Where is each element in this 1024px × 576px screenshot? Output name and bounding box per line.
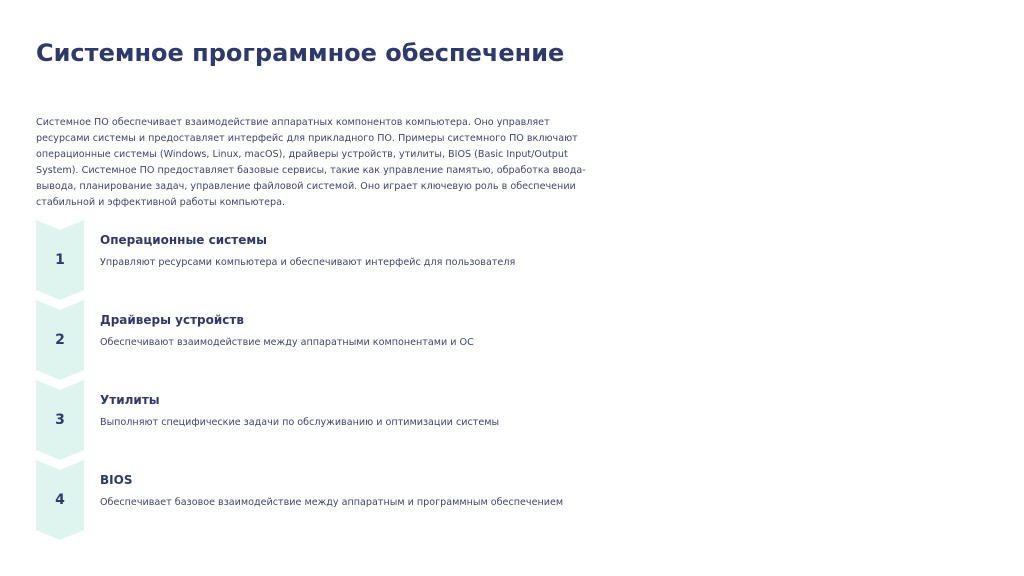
step-number: 4 xyxy=(55,492,65,508)
step-item xyxy=(36,300,736,380)
step-description: Обеспечивают взаимодействие между аппаратными компонентами и ОС xyxy=(100,337,474,348)
step-number: 1 xyxy=(55,252,65,268)
intro-paragraph: Системное ПО обеспечивает взаимодействие аппаратных компонентов компьютера. Оно управляет ресурсами системы и предоставляет интерфейс для прикладного ПО. Примеры системного ПО включают операционные системы (Windows, Linux, macOS), драйверы устройств, утилиты, BIOS (Basic Input/Output System). Системное ПО предоставляет базовые сервисы, такие как управление памятью, обработка ввода-вывода, планирование задач, управление файловой системой. Оно играет ключевую роль в обеспечении стабильной и эффективной работы компьютера. xyxy=(36,117,586,208)
step-description: Обеспечивает базовое взаимодействие между аппаратным и программным обеспечением xyxy=(100,497,564,508)
step-heading: Утилиты xyxy=(100,393,160,407)
step-heading: BIOS xyxy=(100,473,133,487)
step-item xyxy=(36,380,736,460)
step-heading: Драйверы устройств xyxy=(100,313,244,327)
step-item xyxy=(36,220,736,300)
step-description: Выполняют специфические задачи по обслуживанию и оптимизации системы xyxy=(100,417,500,428)
step-number: 3 xyxy=(55,412,65,428)
slide-title: Системное программное обеспечение xyxy=(36,39,565,67)
step-description: Управляют ресурсами компьютера и обеспечивают интерфейс для пользователя xyxy=(100,257,516,268)
step-heading: Операционные системы xyxy=(100,233,268,247)
step-item xyxy=(36,460,736,540)
step-number: 2 xyxy=(55,332,65,348)
